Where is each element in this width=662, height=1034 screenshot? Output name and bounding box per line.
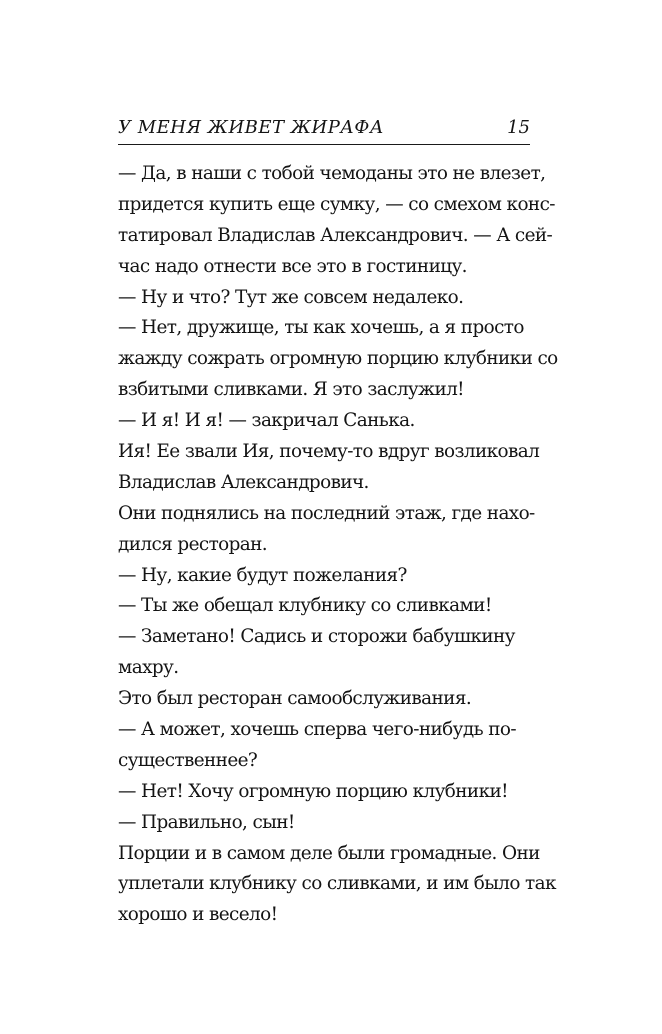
- text-line: — Правильно, сын!: [118, 811, 295, 833]
- text-line: татировал Владислав Александрович. — А сей-: [118, 224, 553, 246]
- page-number: 15: [507, 117, 530, 138]
- text-line: существеннее?: [118, 749, 258, 771]
- text-line: — Ну, какие будут пожелания?: [118, 564, 407, 586]
- text-line: — Да, в наши с тобой чемоданы это не влезет,: [118, 163, 546, 184]
- text-line: махру.: [118, 657, 179, 679]
- text-line: — Заметано! Садись и сторожи бабушкину: [118, 626, 515, 648]
- text-line: — Ты же обещал клубнику со сливками!: [118, 595, 492, 617]
- text-line: взбитыми сливками. Я это заслужил!: [118, 379, 464, 401]
- text-line: Они поднялись на последний этаж, где нахо-: [118, 502, 535, 524]
- text-line: Порции и в самом деле были громадные. Они: [118, 842, 540, 864]
- text-line: дился ресторан.: [118, 533, 268, 555]
- text-line: — Нет, дружище, ты как хочешь, а я просто: [118, 317, 524, 339]
- text-line: хорошо и весело!: [118, 904, 278, 926]
- body-text: [118, 159, 558, 931]
- text-line: уплетали клубнику со сливками, и им было так: [118, 873, 556, 895]
- text-line: Ия! Ее звали Ия, почему-то вдруг возликовал: [118, 441, 540, 463]
- text-line: час надо отнести все это в гостиницу.: [118, 255, 467, 277]
- text-line: придется купить еще сумку, — со смехом конс-: [118, 193, 555, 215]
- running-header: [118, 114, 530, 145]
- text-line: Владислав Александрович.: [118, 471, 369, 493]
- text-line: жажду сожрать огромную порцию клубники со: [118, 348, 558, 370]
- text-line: — Ну и что? Тут же совсем недалеко.: [118, 286, 464, 308]
- book-title: У МЕНЯ ЖИВЕТ ЖИРАФА: [118, 117, 385, 138]
- text-line: — А может, хочешь сперва чего-нибудь по-: [118, 719, 516, 741]
- text-line: — Нет! Хочу огромную порцию клубники!: [118, 780, 508, 802]
- text-line: Это был ресторан самообслуживания.: [118, 688, 472, 710]
- text-line: — И я! И я! — закричал Санька.: [118, 410, 415, 432]
